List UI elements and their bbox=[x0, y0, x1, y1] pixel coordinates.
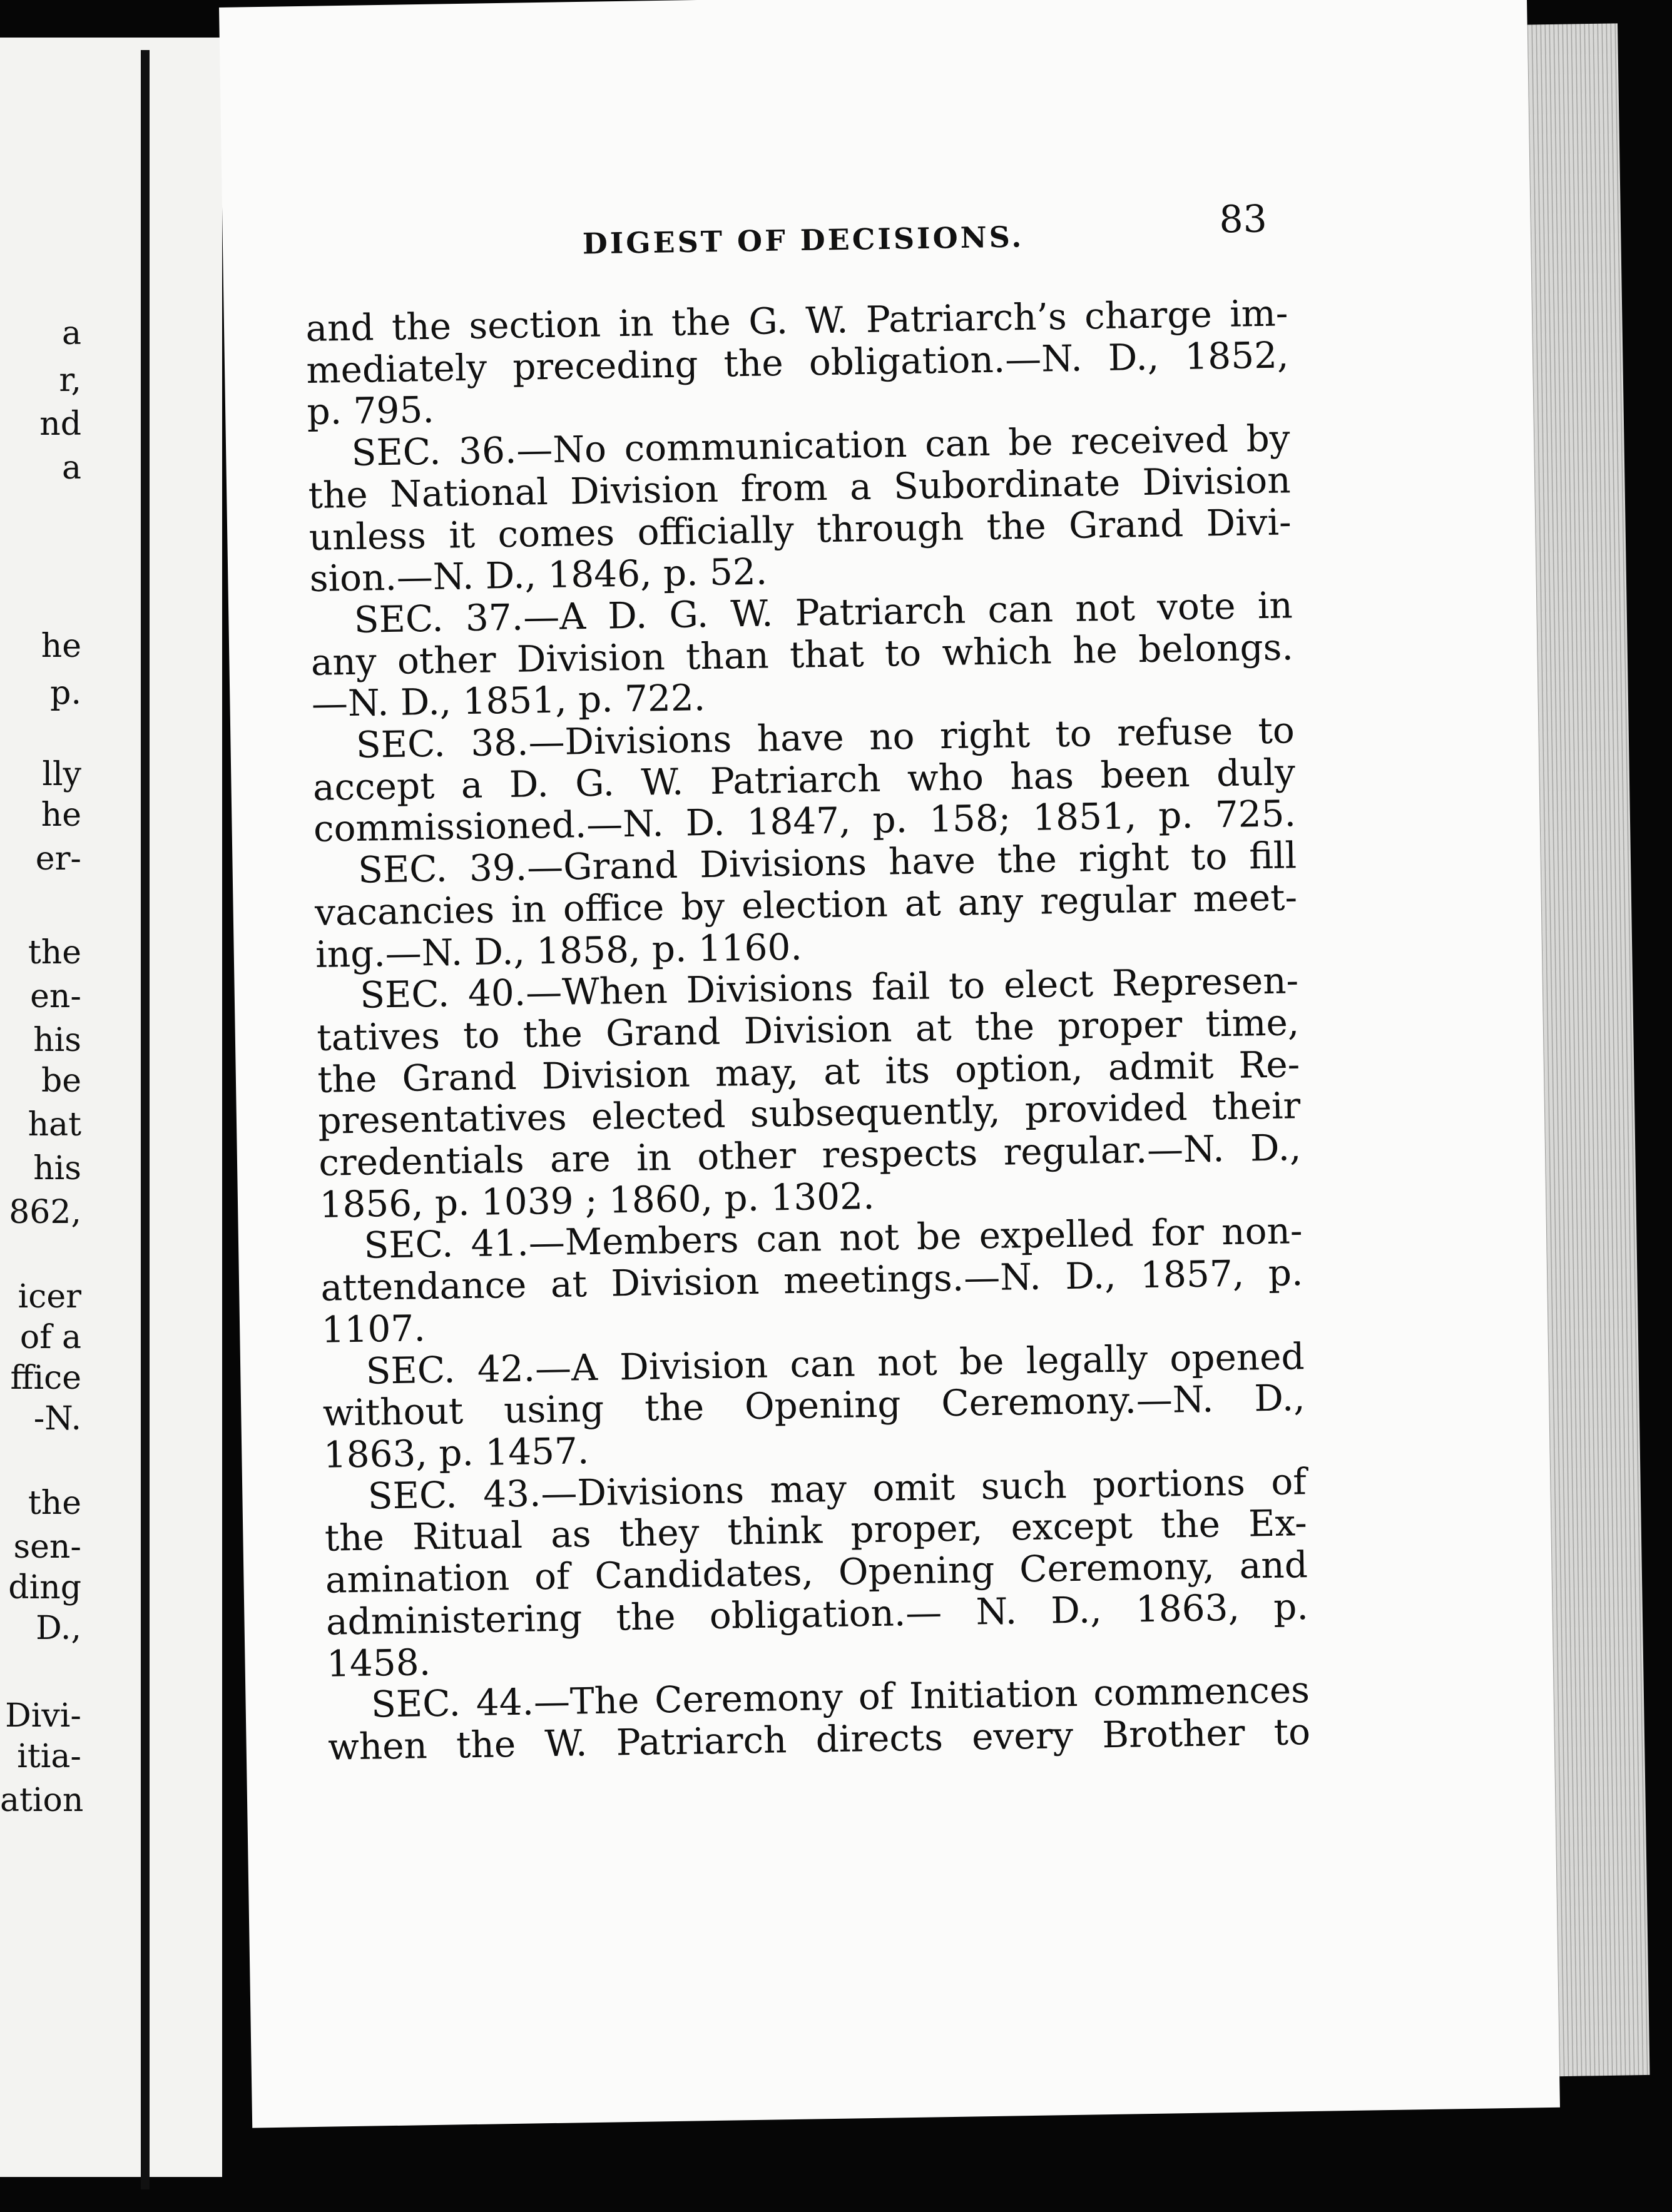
text-line: p. 795. bbox=[307, 388, 435, 434]
left-page-fragment: itia- bbox=[17, 1738, 81, 1775]
left-page-fragment: his bbox=[33, 1150, 81, 1187]
left-page-fragment: a bbox=[61, 449, 81, 487]
left-page-fragment: a bbox=[61, 315, 81, 352]
text-line: amination of Candidates, Opening Ceremony, and bbox=[325, 1543, 1308, 1601]
left-page-fragment: ation bbox=[0, 1782, 84, 1819]
text-line: credentials are in other respects regular.—N. D., bbox=[318, 1126, 1302, 1184]
text-line: 1856, p. 1039 ; 1860, p. 1302. bbox=[319, 1174, 875, 1226]
text-line: —N. D., 1851, p. 722. bbox=[311, 676, 706, 726]
running-head-title: DIGEST OF DECISIONS. bbox=[582, 220, 1024, 261]
left-page-fragment: be bbox=[41, 1062, 81, 1100]
left-page-fragment: ding bbox=[8, 1569, 81, 1606]
left-page-fragment: the bbox=[28, 1484, 81, 1522]
text-line: and the section in the G. W. Patriarch’s charge im- bbox=[305, 292, 1288, 350]
text-line: ing.—N. D., 1858, p. 1160. bbox=[315, 925, 803, 976]
left-page-fragment: Divi- bbox=[5, 1697, 81, 1735]
left-page-fragment: -N. bbox=[33, 1400, 81, 1438]
left-page-fragment: he bbox=[41, 796, 81, 834]
text-line: SEC. 38.—Divisions have no right to refuse to bbox=[355, 709, 1295, 766]
left-page-fragment: lly bbox=[42, 756, 81, 793]
left-page-fragment: er- bbox=[35, 840, 81, 878]
text-line: without using the Opening Ceremony.—N. D., bbox=[322, 1376, 1306, 1435]
text-line: presentatives elected subsequently, provided their bbox=[317, 1084, 1301, 1143]
left-page-fragment: sen- bbox=[13, 1528, 81, 1566]
text-line: sion.—N. D., 1846, p. 52. bbox=[309, 550, 768, 601]
left-page-fragment: icer bbox=[18, 1278, 81, 1316]
text-line: SEC. 37.—A D. G. W. Patriarch can not vote in bbox=[354, 584, 1293, 641]
text-line: commissioned.—N. D. 1847, p. 158; 1851, p. 725. bbox=[313, 792, 1297, 851]
left-page-fragment: D., bbox=[36, 1610, 81, 1647]
left-page-fragment: en- bbox=[30, 978, 81, 1015]
text-line: SEC. 42.—A Division can not be legally opened bbox=[365, 1334, 1305, 1393]
left-page-fragment: he bbox=[41, 627, 81, 665]
left-page-fragment: hat bbox=[28, 1106, 81, 1144]
text-line: SEC. 43.—Divisions may omit such portions of bbox=[367, 1459, 1307, 1518]
text-line: SEC. 36.—No communication can be received by bbox=[351, 417, 1291, 474]
text-line: the Grand Division may, at its option, admit Re- bbox=[317, 1042, 1300, 1101]
text-line: SEC. 44.—The Ceremony of Initiation commences bbox=[370, 1668, 1310, 1726]
left-page-fragment: of a bbox=[19, 1319, 81, 1356]
left-page-fragment: p. bbox=[50, 674, 81, 712]
book-gutter bbox=[141, 50, 150, 2189]
left-page-fragment: the bbox=[28, 934, 81, 972]
left-page-fragment: 862, bbox=[9, 1194, 81, 1231]
text-line: SEC. 41.—Members can not be expelled for non- bbox=[364, 1209, 1303, 1267]
body-text bbox=[305, 292, 1312, 1846]
text-line: SEC. 40.—When Divisions fail to elect Represen- bbox=[359, 959, 1299, 1017]
left-page-fragment: ffice bbox=[10, 1359, 81, 1397]
text-line: attendance at Division meetings.—N. D., 1857, p. bbox=[320, 1251, 1303, 1309]
text-line: unless it comes officially through the Grand Divi- bbox=[308, 500, 1292, 559]
text-line: accept a D. G. W. Patriarch who has been duly bbox=[312, 750, 1296, 809]
text-line: the National Division from a Subordinate Division bbox=[308, 459, 1292, 517]
text-line: any other Division than that to which he belongs. bbox=[310, 625, 1294, 684]
text-line: 1107. bbox=[321, 1307, 426, 1351]
text-line: mediately preceding the obligation.—N. D., 1852, bbox=[306, 333, 1289, 392]
text-line: administering the obligation.— N. D., 1863, p. bbox=[325, 1585, 1309, 1643]
text-line: the Ritual as they think proper, except the Ex- bbox=[324, 1501, 1308, 1560]
left-page-fragment: his bbox=[33, 1022, 81, 1059]
text-line: vacancies in office by election at any regular meet- bbox=[314, 876, 1298, 934]
text-line: 1458. bbox=[326, 1640, 431, 1685]
text-line: when the W. Patriarch directs every Brother to bbox=[327, 1710, 1311, 1768]
left-page-fragment: nd bbox=[39, 405, 81, 443]
text-line: 1863, p. 1457. bbox=[323, 1429, 589, 1476]
text-line: SEC. 39.—Grand Divisions have the right to fill bbox=[357, 834, 1297, 891]
text-line: tatives to the Grand Division at the proper time, bbox=[316, 1001, 1300, 1059]
page-number: 83 bbox=[1218, 197, 1268, 242]
left-page-fragment: r, bbox=[59, 362, 81, 399]
